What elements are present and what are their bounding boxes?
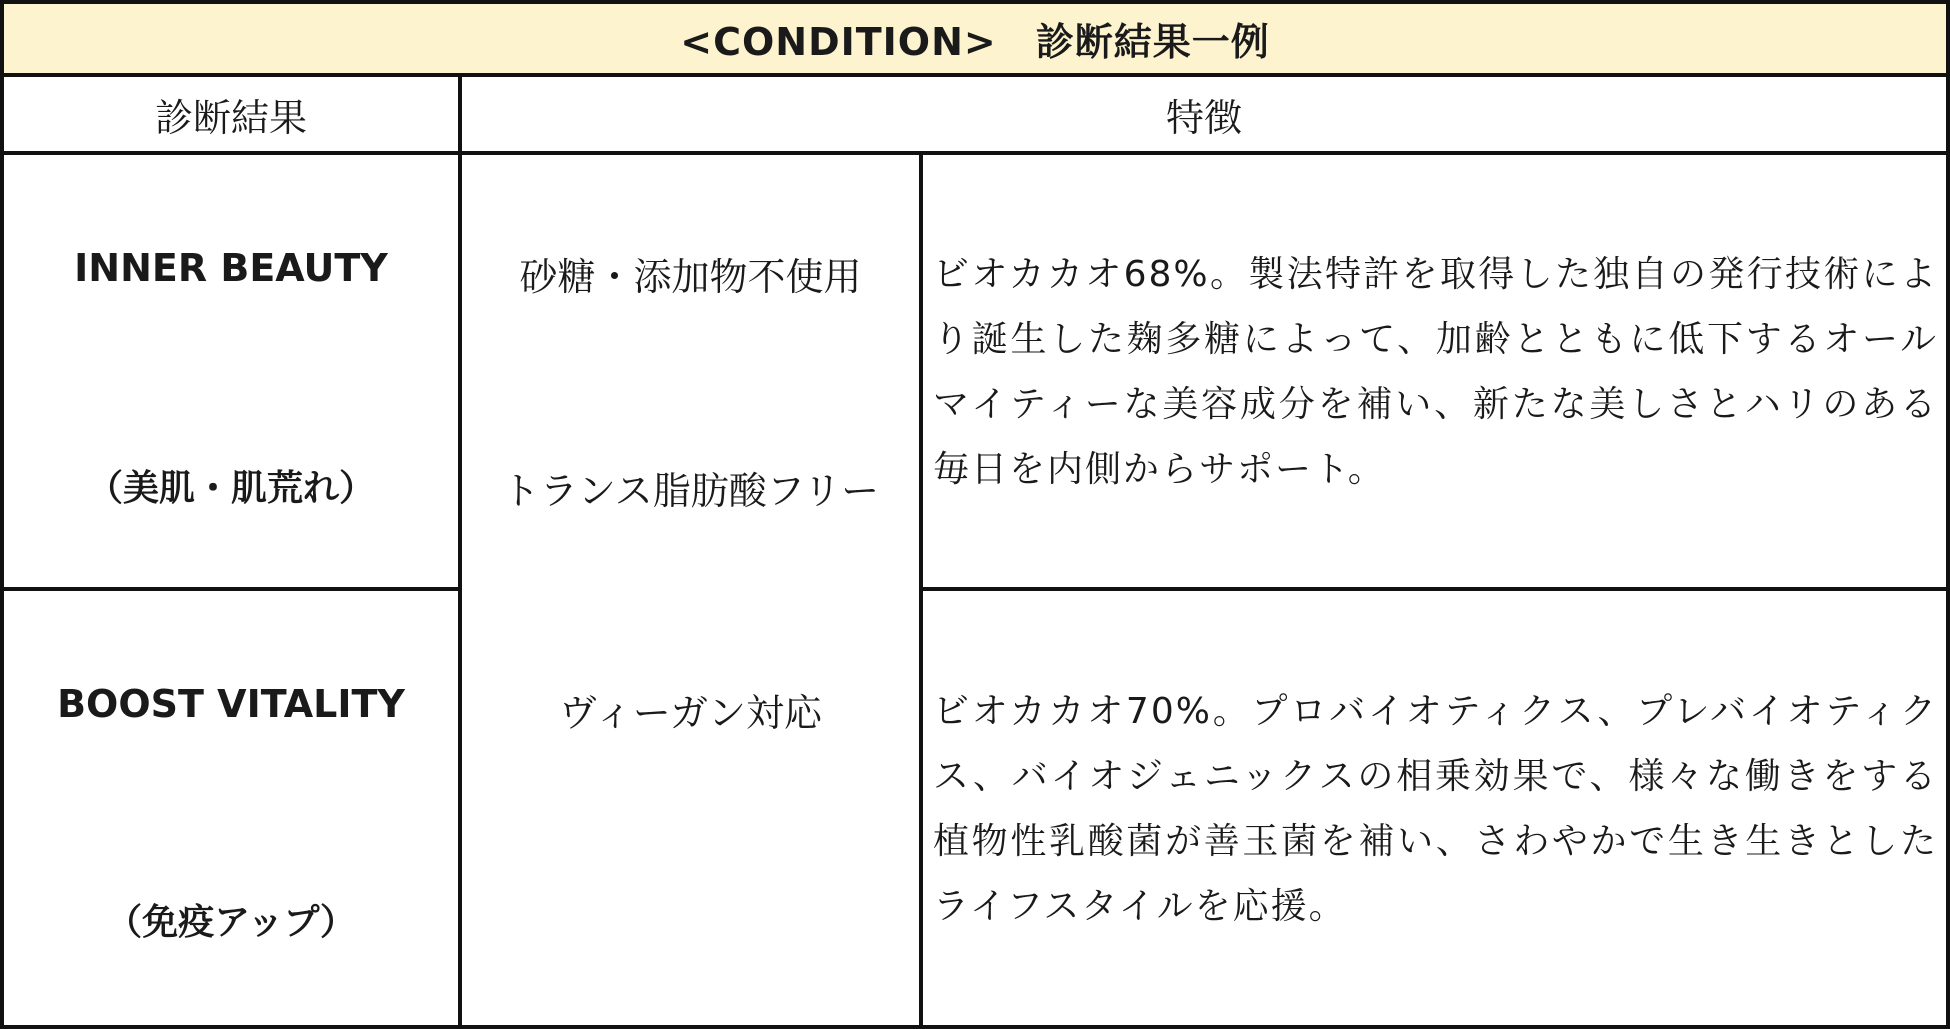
result-description: ビオカカオ68%。製法特許を取得した独自の発行技術により誕生した麹多糖によって、加齢とともに低下するオールマイティーな美容成分を補い、新たな美しさとハリのある毎日を内側からサポート。 [933, 254, 1938, 490]
result-description: ビオカカオ70%。プロバイオティクス、プレバイオティクス、バイオジェニックスの相乗効果で、様々な働きをする植物性乳酸菌が善玉菌を補い、さわやかで生き生きとしたライフスタイルを応援。 [933, 691, 1938, 927]
common-features-cell [458, 151, 923, 1029]
result-cell-inner-beauty [0, 151, 462, 591]
header-result-label: 診断結果 [154, 95, 307, 140]
feature-item: トランス脂肪酸フリー [501, 469, 880, 513]
result-cell-boost-vitality [0, 587, 462, 1029]
feature-item: 砂糖・添加物不使用 [519, 255, 862, 299]
header-features [458, 73, 1950, 155]
result-subtitle: （免疫アップ） [106, 902, 356, 943]
description-cell-inner-beauty [919, 151, 1950, 591]
header-result [0, 73, 462, 155]
result-name: INNER BEAUTY [74, 246, 388, 290]
description-cell-boost-vitality [919, 587, 1950, 1029]
header-features-label: 特徴 [1165, 95, 1242, 140]
feature-item: ヴィーガン対応 [559, 691, 822, 735]
table-title [0, 0, 1950, 77]
table-title-text: <CONDITION> 診断結果一例 [680, 20, 1270, 64]
result-name: BOOST VITALITY [57, 682, 405, 726]
result-subtitle: （美肌・肌荒れ） [86, 468, 375, 509]
